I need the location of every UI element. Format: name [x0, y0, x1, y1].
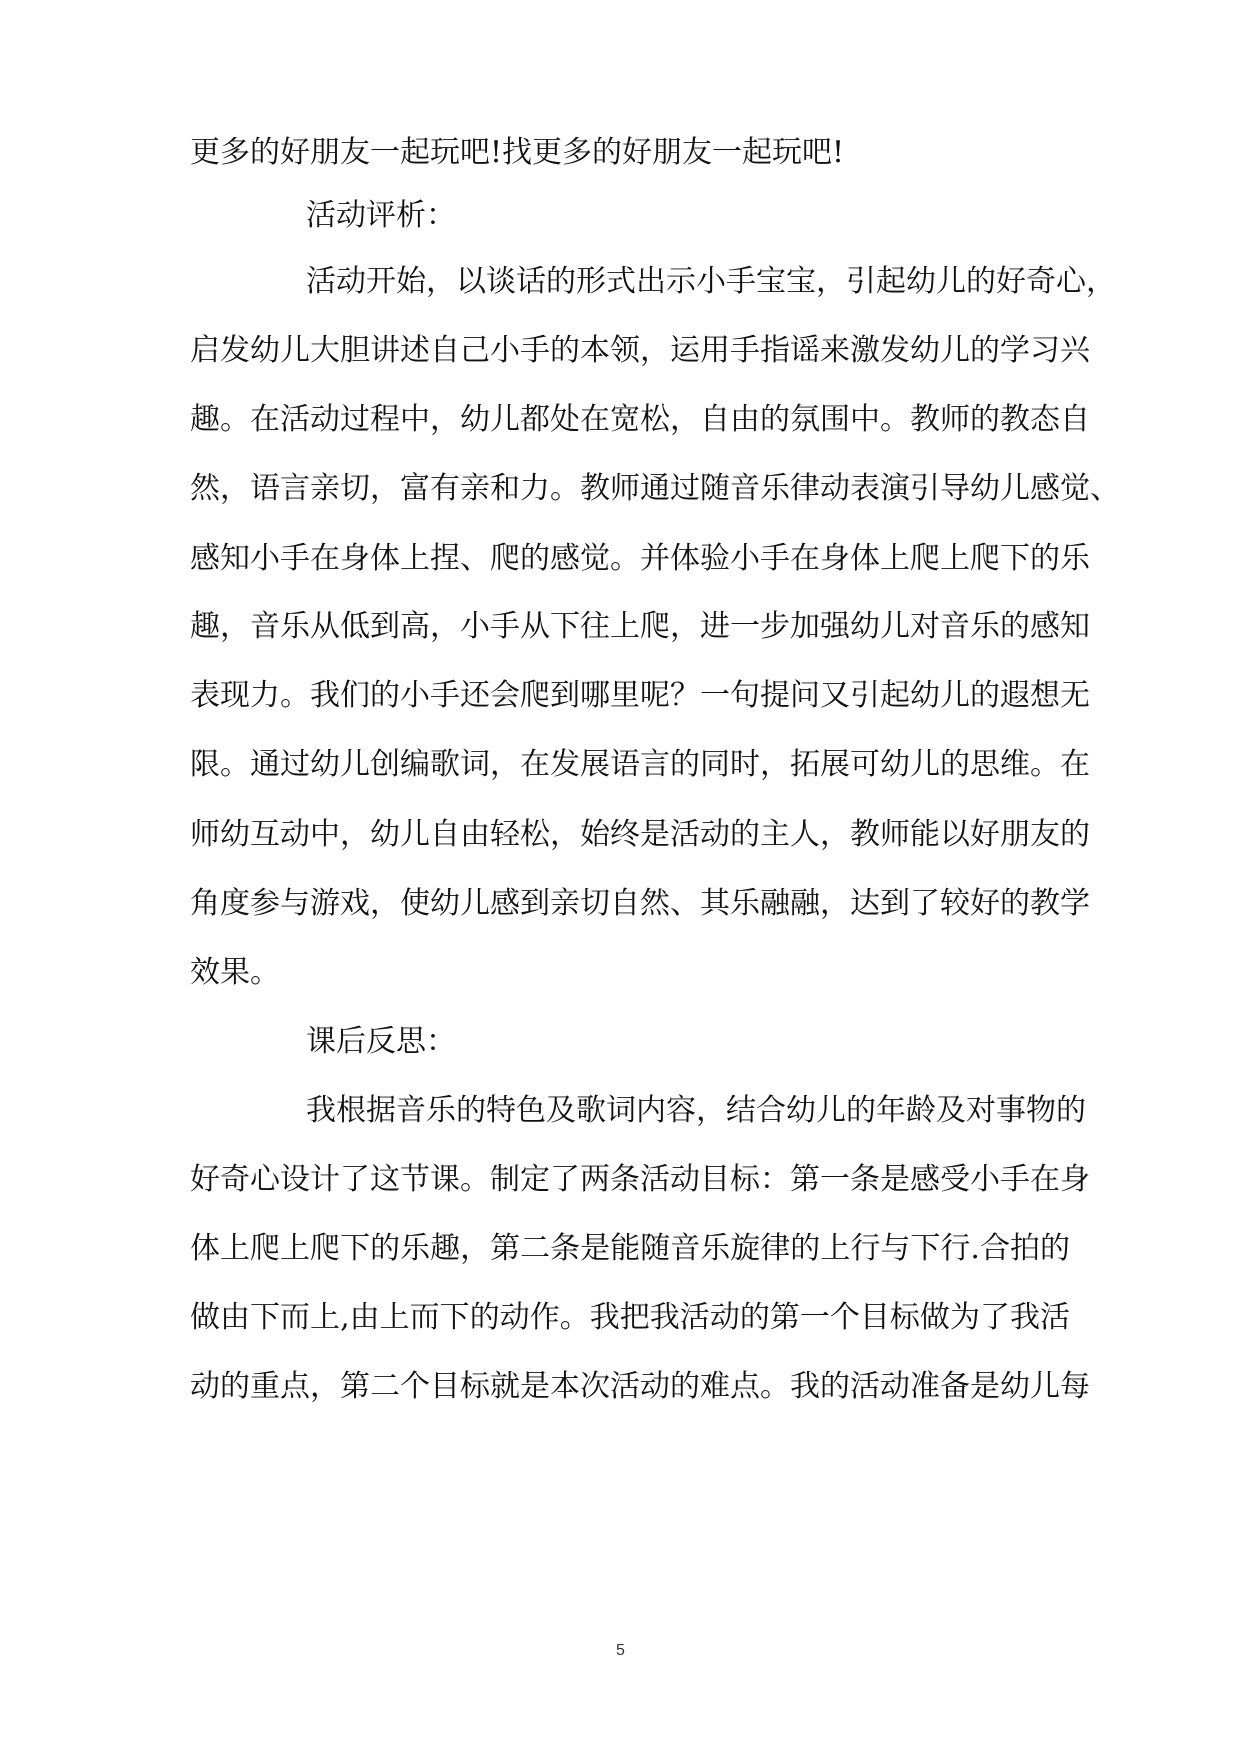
text-line-12: 角度参与游戏，使幼儿感到亲切自然、其乐融融，达到了较好的教学: [190, 886, 1090, 921]
text-line-10: 限。通过幼儿创编歌词，在发展语言的同时，拓展可幼儿的思维。在: [190, 747, 1090, 782]
section-heading-reflection: 课后反思：: [306, 1024, 456, 1059]
text-line-18: 做由下而上,由上而下的动作。我把我活动的第一个目标做为了我活: [190, 1300, 1070, 1335]
text-line-4: 启发幼儿大胆讲述自己小手的本领，运用手指谣来激发幼儿的学习兴: [190, 333, 1090, 368]
text-line-13: 效果。: [190, 955, 280, 990]
text-line-15: 我根据音乐的特色及歌词内容，结合幼儿的年龄及对事物的: [306, 1093, 1086, 1128]
text-line-7: 感知小手在身体上捏、爬的感觉。并体验小手在身体上爬上爬下的乐: [190, 541, 1090, 576]
text-line-17: 体上爬上爬下的乐趣，第二条是能随音乐旋律的上行与下行.合拍的: [190, 1231, 1070, 1266]
text-line-11: 师幼互动中，幼儿自由轻松，始终是活动的主人，教师能以好朋友的: [190, 817, 1090, 852]
section-heading-activity-analysis: 活动评析：: [306, 198, 456, 233]
text-line-1: 更多的好朋友一起玩吧!找更多的好朋友一起玩吧!: [190, 135, 845, 170]
text-line-19: 动的重点，第二个目标就是本次活动的难点。我的活动准备是幼儿每: [190, 1369, 1090, 1404]
text-line-3: 活动开始，以谈话的形式出示小手宝宝，引起幼儿的好奇心，: [306, 264, 1116, 299]
text-line-6: 然，语言亲切，富有亲和力。教师通过随音乐律动表演引导幼儿感觉、: [190, 471, 1120, 506]
text-line-5: 趣。在活动过程中，幼儿都处在宽松，自由的氛围中。教师的教态自: [190, 402, 1090, 437]
page-number: 5: [616, 1642, 625, 1659]
text-line-8: 趣，音乐从低到高，小手从下往上爬，进一步加强幼儿对音乐的感知: [190, 609, 1090, 644]
text-line-16: 好奇心设计了这节课。制定了两条活动目标：第一条是感受小手在身: [190, 1162, 1090, 1197]
text-line-9: 表现力。我们的小手还会爬到哪里呢？一句提问又引起幼儿的遐想无: [190, 678, 1090, 713]
